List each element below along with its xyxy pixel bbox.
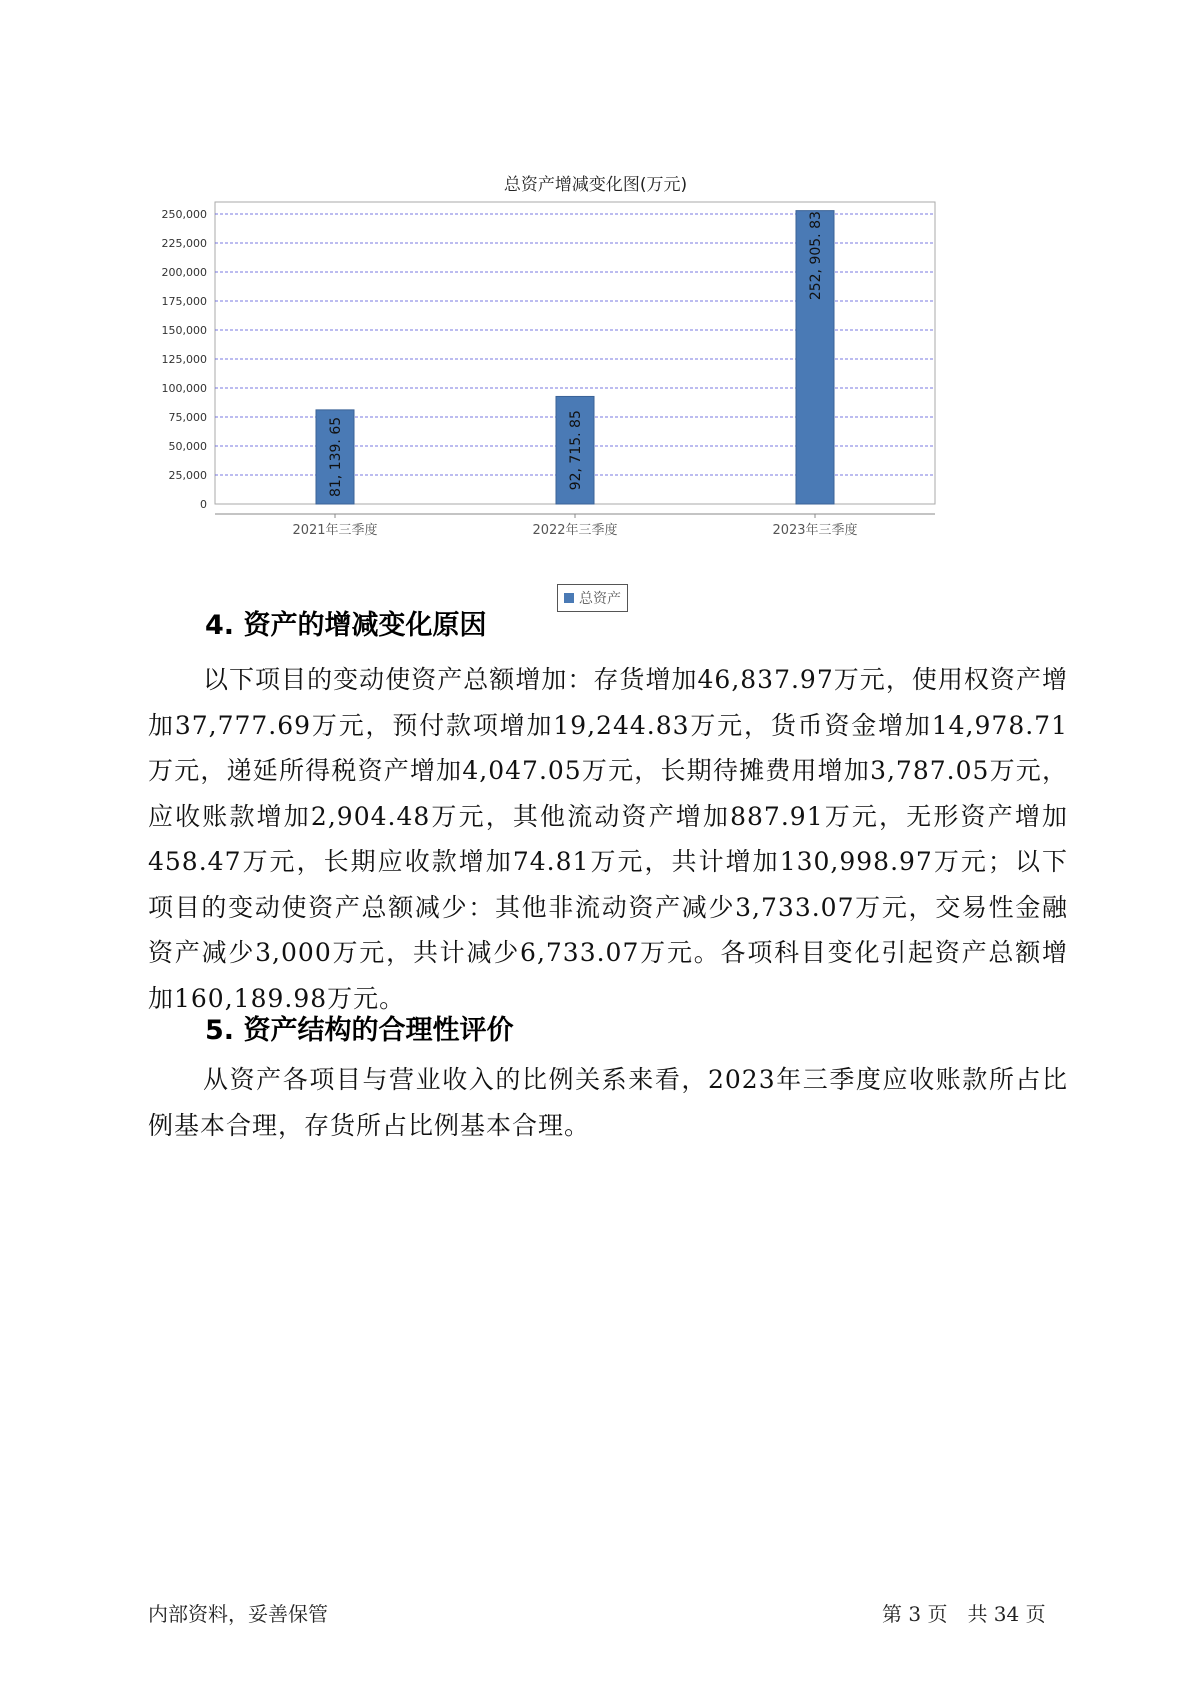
legend-swatch — [564, 593, 574, 603]
y-tick-label: 25,000 — [168, 469, 207, 482]
total-assets-bar-chart — [150, 200, 1030, 630]
y-tick-label: 250,000 — [161, 208, 207, 221]
bar-data-label: 92, 715. 85 — [568, 410, 584, 491]
x-tick-label: 2023年三季度 — [772, 523, 858, 538]
y-tick-label: 50,000 — [168, 440, 207, 453]
section-5-paragraph: 从资产各项目与营业收入的比例关系来看，2023年三季度应收账款所占比例基本合理，存货所占比例基本合理。 — [148, 1065, 1068, 1140]
y-tick-label: 175,000 — [161, 295, 207, 308]
footer-page-number: 第 3 页 共 34 页 — [882, 1602, 1046, 1626]
section-5-heading: 5. 资产结构的合理性评价 — [205, 1015, 514, 1046]
y-tick-label: 0 — [200, 498, 207, 511]
footer-confidential-note: 内部资料，妥善保管 — [148, 1602, 328, 1626]
y-tick-label: 200,000 — [161, 266, 207, 279]
y-tick-label: 125,000 — [161, 353, 207, 366]
legend-label: 总资产 — [579, 591, 621, 607]
section-4-heading: 4. 资产的增减变化原因 — [205, 610, 487, 641]
x-tick-label: 2021年三季度 — [292, 523, 378, 538]
x-tick-label: 2022年三季度 — [532, 523, 618, 538]
chart-legend — [557, 584, 628, 612]
chart-title: 总资产增减变化图(万元) — [503, 175, 688, 195]
section-4-paragraph: 以下项目的变动使资产总额增加：存货增加46,837.97万元，使用权资产增加37,777.69万元，预付款项增加19,244.83万元，货币资金增加14,978.71万元，递延所得税资产增加4,047.05万元，长期待摊费用增加3,787.05万元，应收账款增加2,904.48万元，其他流动资产增加887.91万元，无形资产增加458.47万元，长期应收款增加74.81万元，共计增加130,998.97万元；以下项目的变动使资产总额减少：其他非流动资产减少3,733.07万元，交易性金融资产减少3,000万元，共计减少6,733.07万元。各项科目变化引起资产总额增加160,189.98万元。 — [148, 665, 1068, 1013]
y-tick-label: 225,000 — [161, 237, 207, 250]
y-tick-label: 100,000 — [161, 382, 207, 395]
y-tick-label: 75,000 — [168, 411, 207, 424]
y-tick-label: 150,000 — [161, 324, 207, 337]
bar-data-label: 252, 905. 83 — [808, 211, 824, 301]
bar-data-label: 81, 139. 65 — [328, 416, 344, 498]
